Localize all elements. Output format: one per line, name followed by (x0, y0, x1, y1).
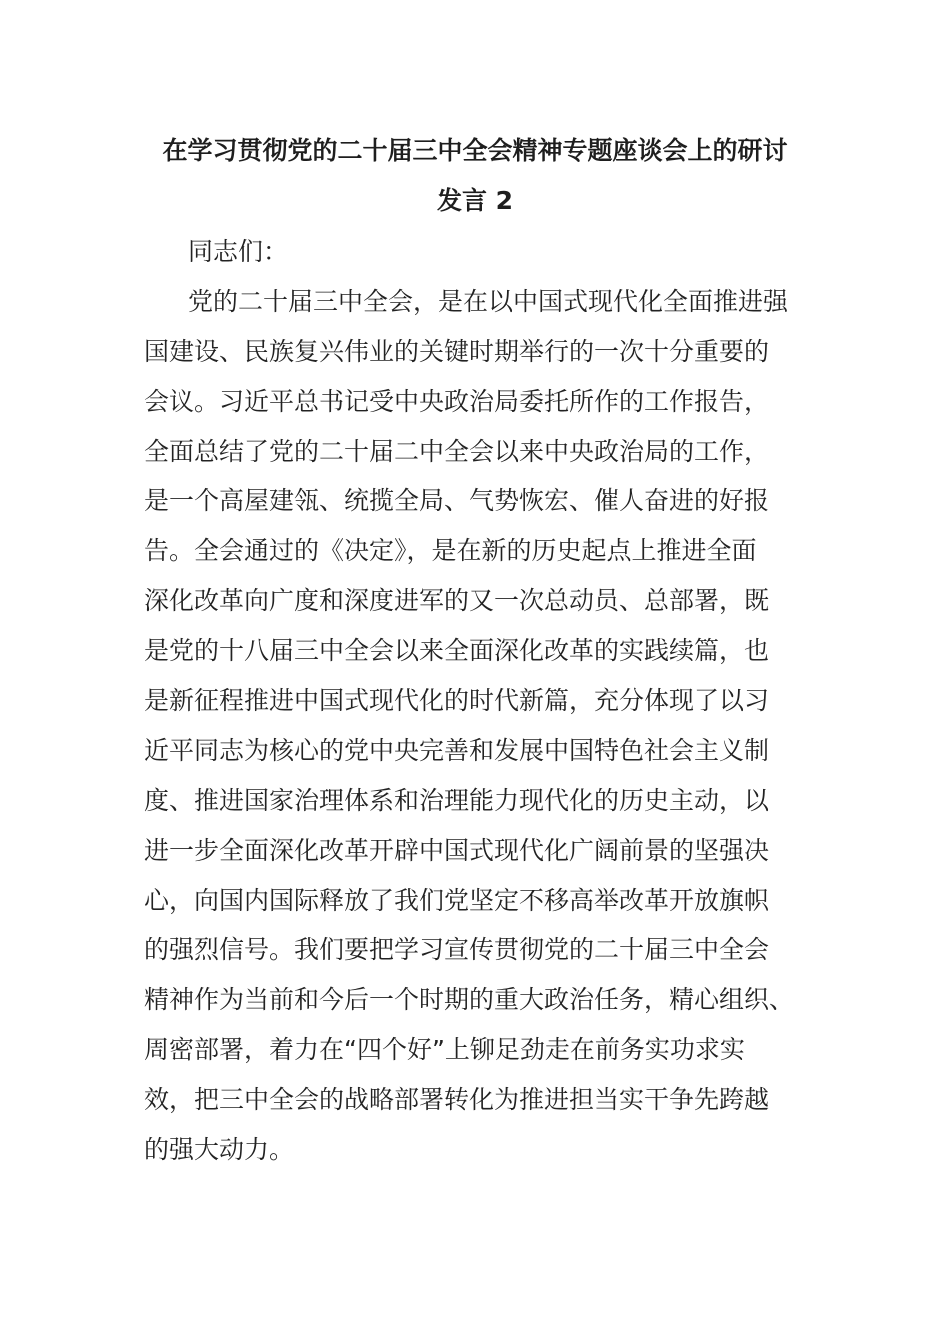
paragraph-line: 全面总结了党的二十届二中全会以来中央政治局的工作， (144, 436, 770, 466)
salutation: 同志们： (188, 237, 289, 266)
paragraph-line: 精神作为当前和今后一个时期的重大政治任务，精心组织、 (144, 985, 795, 1015)
paragraph (144, 277, 804, 1175)
paragraph-line: 是党的十八届三中全会以来全面深化改革的实践续篇，也 (144, 636, 770, 666)
paragraph-line: 党的二十届三中全会，是在以中国式现代化全面推进强 (188, 286, 789, 316)
paragraph-line: 度、推进国家治理体系和治理能力现代化的历史主动，以 (144, 785, 770, 815)
paragraph-line: 的强大动力。 (144, 1135, 295, 1165)
paragraph-line: 是新征程推进中国式现代化的时代新篇，充分体现了以习 (144, 686, 770, 716)
paragraph-line: 周密部署，着力在“四个好”上铆足劲走在前务实功求实 (144, 1035, 745, 1065)
paragraph-line: 会议。习近平总书记受中央政治局委托所作的工作报告， (144, 386, 770, 416)
paragraph-line: 是一个高屋建瓴、统揽全局、气势恢宏、催人奋进的好报 (144, 486, 770, 516)
paragraph-line: 告。全会通过的《决定》，是在新的历史起点上推进全面 (144, 536, 757, 566)
paragraph-line: 效，把三中全会的战略部署转化为推进担当实干争先跨越 (144, 1085, 770, 1115)
paragraph-line: 深化改革向广度和深度进军的又一次总动员、总部署，既 (144, 586, 770, 616)
document-body (144, 227, 804, 1175)
title-line-2: 发言 2 (436, 186, 514, 215)
paragraph-line: 国建设、民族复兴伟业的关键时期举行的一次十分重要的 (144, 336, 770, 366)
paragraph-line: 近平同志为核心的党中央完善和发展中国特色社会主义制 (144, 735, 770, 765)
document-title (130, 126, 820, 226)
paragraph-line: 进一步全面深化改革开辟中国式现代化广阔前景的坚强决 (144, 835, 770, 865)
title-line-1: 在学习贯彻党的二十届三中全会精神专题座谈会上的研讨 (162, 136, 788, 165)
paragraph-line: 心，向国内国际释放了我们党坚定不移高举改革开放旗帜 (144, 885, 770, 915)
paragraph-line: 的强烈信号。我们要把学习宣传贯彻党的二十届三中全会 (144, 935, 770, 965)
